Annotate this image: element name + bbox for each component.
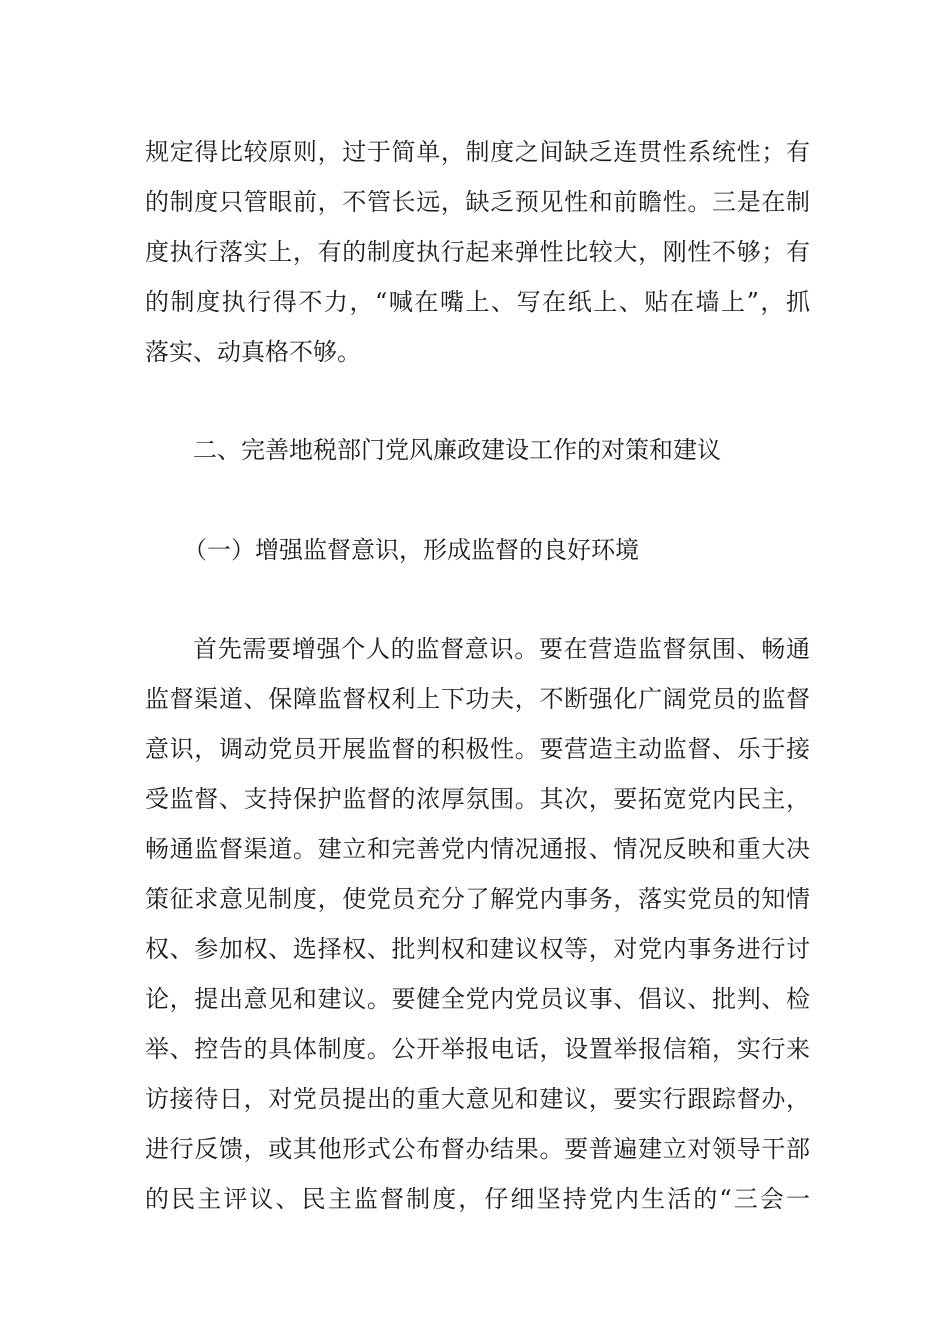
paragraph-first-line: 首先需要增强个人的监督意识。要在营造监督氛围、畅通	[193, 635, 810, 663]
paragraph-line: 监督渠道、保障监督权利上下功夫，不断强化广阔党员的监督	[145, 685, 810, 713]
paragraph-line: 受监督、支持保护监督的浓厚氛围。其次，要拓宽党内民主，	[145, 785, 810, 813]
paragraph-line: 进行反馈，或其他形式公布督办结果。要普遍建立对领导干部	[145, 1135, 810, 1163]
paragraph-line: 度执行落实上，有的制度执行起来弹性比较大，刚性不够；有	[145, 238, 810, 266]
paragraph-line: 论，提出意见和建议。要健全党内党员议事、倡议、批判、检	[145, 985, 810, 1013]
paragraph-line: 落实、动真格不够。	[145, 338, 361, 366]
paragraph-line: 意识，调动党员开展监督的积极性。要营造主动监督、乐于接	[145, 735, 810, 763]
subsection-heading: （一）增强监督意识，形成监督的良好环境	[183, 536, 639, 564]
paragraph-line: 举、控告的具体制度。公开举报电话，设置举报信箱，实行来	[145, 1035, 810, 1063]
paragraph-line: 策征求意见制度，使党员充分了解党内事务，落实党员的知情	[145, 885, 810, 913]
paragraph-line: 规定得比较原则，过于简单，制度之间缺乏连贯性系统性；有	[145, 138, 810, 166]
section-heading: 二、完善地税部门党风廉政建设工作的对策和建议	[193, 436, 721, 464]
paragraph-line: 的民主评议、民主监督制度，仔细坚持党内生活的“三会一	[145, 1185, 810, 1213]
paragraph-line: 权、参加权、选择权、批判权和建议权等，对党内事务进行讨	[145, 935, 810, 963]
paragraph-line: 的制度执行得不力，“喊在嘴上、写在纸上、贴在墙上”，抓	[145, 288, 810, 316]
paragraph-line: 的制度只管眼前，不管长远，缺乏预见性和前瞻性。三是在制	[145, 188, 810, 216]
paragraph-line: 访接待日，对党员提出的重大意见和建议，要实行跟踪督办，	[145, 1085, 810, 1113]
paragraph-line: 畅通监督渠道。建立和完善党内情况通报、情况反映和重大决	[145, 835, 810, 863]
